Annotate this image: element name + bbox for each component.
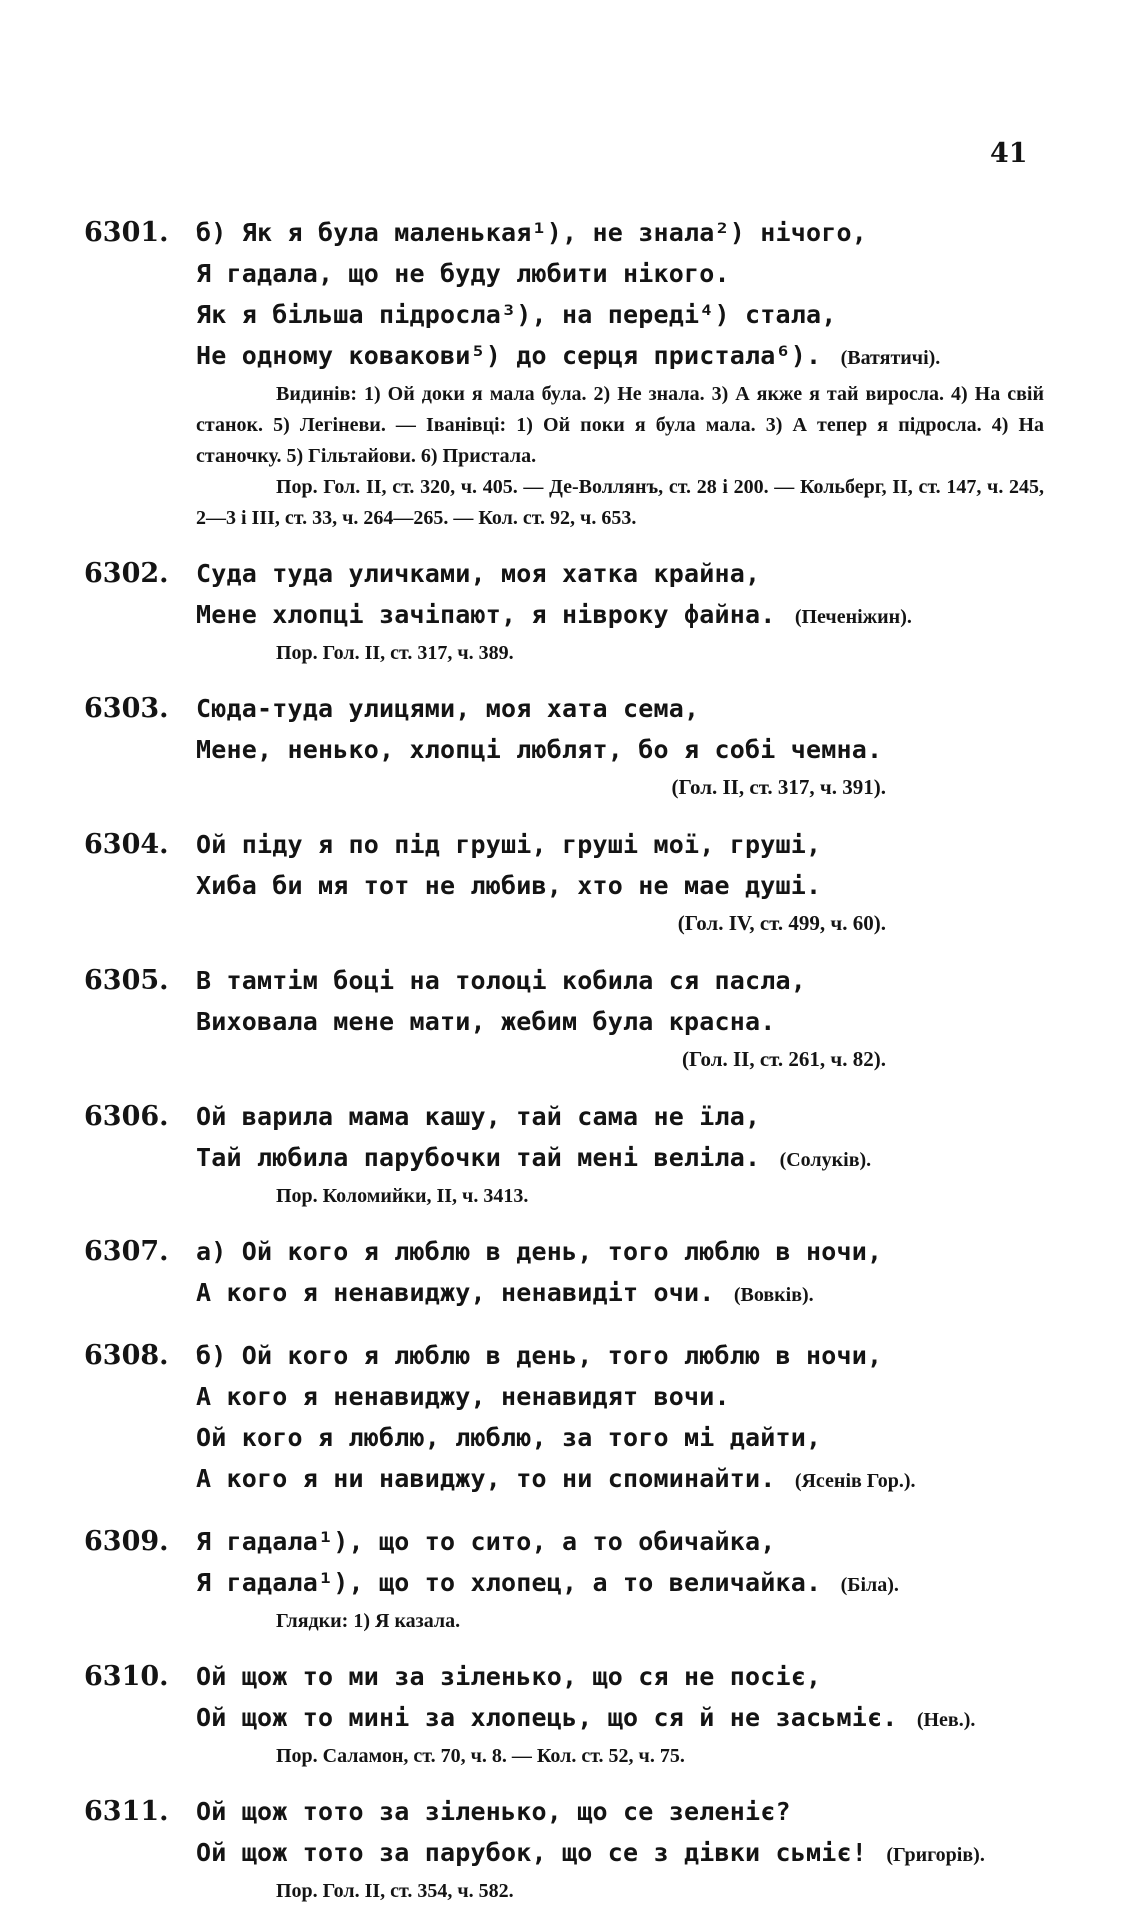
verse-line: Ой щож тото за зіленько, що се зеленіє? <box>196 1797 791 1826</box>
source-place: (Солуків). <box>779 1149 872 1171</box>
entry-number: 6301. <box>84 217 169 248</box>
song-entry-6301 <box>84 212 1044 534</box>
verse-text: А кого я ни навиджу, то ни споминайти. <box>196 1464 776 1493</box>
verse-line <box>196 1137 1044 1181</box>
comparison-note: Пор. Гол. II, ст. 320, ч. 405. — Де-Воллянъ, ст. 28 і 200. — Кольберг, II, ст. 147, ч. 245, 2—3 і III, ст. 33, ч. 264—265. — Кол. ст. 92, ч. 653. <box>196 476 1044 529</box>
entry-number: 6302. <box>84 558 169 589</box>
verse-line: Я гадала, що не буду любити нікого. <box>196 259 730 288</box>
verse-line <box>196 1697 1044 1741</box>
verse-text: Не одному ковакови⁵) до серця пристала⁶). <box>196 341 822 370</box>
entry-body <box>196 688 1044 805</box>
entry-body <box>196 1791 1044 1907</box>
entry-number: 6310. <box>84 1661 169 1692</box>
comparison-note: Пор. Саламон, ст. 70, ч. 8. — Кол. ст. 52, ч. 75. <box>276 1745 685 1767</box>
verse-line: Суда туда уличками, моя хатка крайна, <box>196 559 761 588</box>
verse-line: б) Ой кого я люблю в день, того люблю в ночи, <box>196 1341 883 1370</box>
verse-line: Мене, ненько, хлопці люблят, бо я собі чемна. <box>196 735 883 764</box>
source-place: (Нев.). <box>916 1709 976 1731</box>
entry-body <box>196 553 1044 669</box>
verse-line: Виховала мене мати, жебим була красна. <box>196 1007 776 1036</box>
song-entry-6311 <box>84 1791 1044 1907</box>
entry-number: 6304. <box>84 829 169 860</box>
entry-body <box>196 1231 1044 1316</box>
verse-line: а) Ой кого я люблю в день, того люблю в ночи, <box>196 1237 883 1266</box>
verse-line <box>196 1562 1044 1606</box>
source-reference: (Гол. II, ст. 317, ч. 391). <box>671 775 886 799</box>
song-entry-6305 <box>84 960 1044 1077</box>
source-place: (Ясенів Гор.). <box>794 1470 916 1492</box>
song-entry-6308 <box>84 1335 1044 1502</box>
verse-line: Ой щож то ми за зіленько, що ся не посіє, <box>196 1662 822 1691</box>
song-entry-6307 <box>84 1231 1044 1316</box>
verse-line <box>196 1272 1044 1316</box>
variants-note: Видинів: 1) Ой доки я мала була. 2) Не знала. 3) А якже я тай виросла. 4) На свій станок. 5) Легіневи. — Іванівці: 1) Ой поки я була мала. 3) А тепер я підросла. 4) На станочку. 5) Гільтайови. 6) Пристала. <box>196 383 1044 467</box>
verse-text: Ой щож тото за парубок, що се з дівки сьміє! <box>196 1838 868 1867</box>
entry-number: 6303. <box>84 693 169 724</box>
verse-line: Як я більша підросла³), на переді⁴) стала, <box>196 300 837 329</box>
verse-text: А кого я ненавиджу, ненавидіт очи. <box>196 1278 715 1307</box>
entry-body <box>196 824 1044 941</box>
entry-body <box>196 1521 1044 1637</box>
entry-number: 6308. <box>84 1340 169 1371</box>
verse-text: Тай любила парубочки тай мені веліла. <box>196 1143 761 1172</box>
song-entry-6304 <box>84 824 1044 941</box>
verse-line: В тамтім боці на толоці кобила ся пасла, <box>196 966 807 995</box>
verse-line <box>196 335 1044 379</box>
source-place: (Вовків). <box>733 1284 814 1306</box>
song-entry-6302 <box>84 553 1044 669</box>
variants-note: Глядки: 1) Я казала. <box>276 1610 461 1632</box>
verse-line: Ой варила мама кашу, тай сама не їла, <box>196 1102 761 1131</box>
source-place: (Печеніжин). <box>794 606 912 628</box>
verse-line: Хиба би мя тот не любив, хто не мае душі. <box>196 871 822 900</box>
song-entries <box>84 212 1044 1926</box>
source-place: (Григорів). <box>886 1844 985 1866</box>
entry-body <box>196 1335 1044 1502</box>
verse-text: Ой щож то мині за хлопець, що ся й не засьміє. <box>196 1703 898 1732</box>
entry-number: 6305. <box>84 965 169 996</box>
verse-line: Сюда-туда улицями, моя хата сема, <box>196 694 700 723</box>
entry-number: 6311. <box>84 1796 169 1827</box>
verse-line: Я гадала¹), що то сито, а то обичайка, <box>196 1527 776 1556</box>
verse-line: Ой кого я люблю, люблю, за того мі дайти, <box>196 1423 822 1452</box>
song-entry-6309 <box>84 1521 1044 1637</box>
verse-line: б) Як я була маленькая¹), не знала²) нічого, <box>196 218 868 247</box>
verse-text: Мене хлопці зачіпают, я нівроку файна. <box>196 600 776 629</box>
comparison-note: Пор. Гол. II, ст. 317, ч. 389. <box>276 642 514 664</box>
entry-body <box>196 1096 1044 1212</box>
entry-body <box>196 212 1044 534</box>
entry-number: 6306. <box>84 1101 169 1132</box>
entry-body <box>196 960 1044 1077</box>
comparison-note: Пор. Гол. II, ст. 354, ч. 582. <box>276 1880 514 1902</box>
source-place: (Біла). <box>840 1574 899 1596</box>
verse-line: А кого я ненавиджу, ненавидят вочи. <box>196 1382 730 1411</box>
entry-body <box>196 1656 1044 1772</box>
source-place: (Ватятичі). <box>840 347 941 369</box>
verse-line <box>196 594 1044 638</box>
source-reference: (Гол. II, ст. 261, ч. 82). <box>681 1047 886 1071</box>
entry-number: 6307. <box>84 1236 169 1267</box>
verse-text: Я гадала¹), що то хлопец, а то величайка. <box>196 1568 822 1597</box>
verse-line: Ой піду я по під груші, груші мої, груші, <box>196 830 822 859</box>
song-entry-6303 <box>84 688 1044 805</box>
song-entry-6306 <box>84 1096 1044 1212</box>
entry-number: 6309. <box>84 1526 169 1557</box>
comparison-note: Пор. Коломийки, II, ч. 3413. <box>276 1185 529 1207</box>
source-reference: (Гол. IV, ст. 499, ч. 60). <box>677 911 886 935</box>
song-entry-6310 <box>84 1656 1044 1772</box>
verse-line <box>196 1832 1044 1876</box>
verse-line <box>196 1458 1044 1502</box>
page-number: 41 <box>990 138 1028 169</box>
